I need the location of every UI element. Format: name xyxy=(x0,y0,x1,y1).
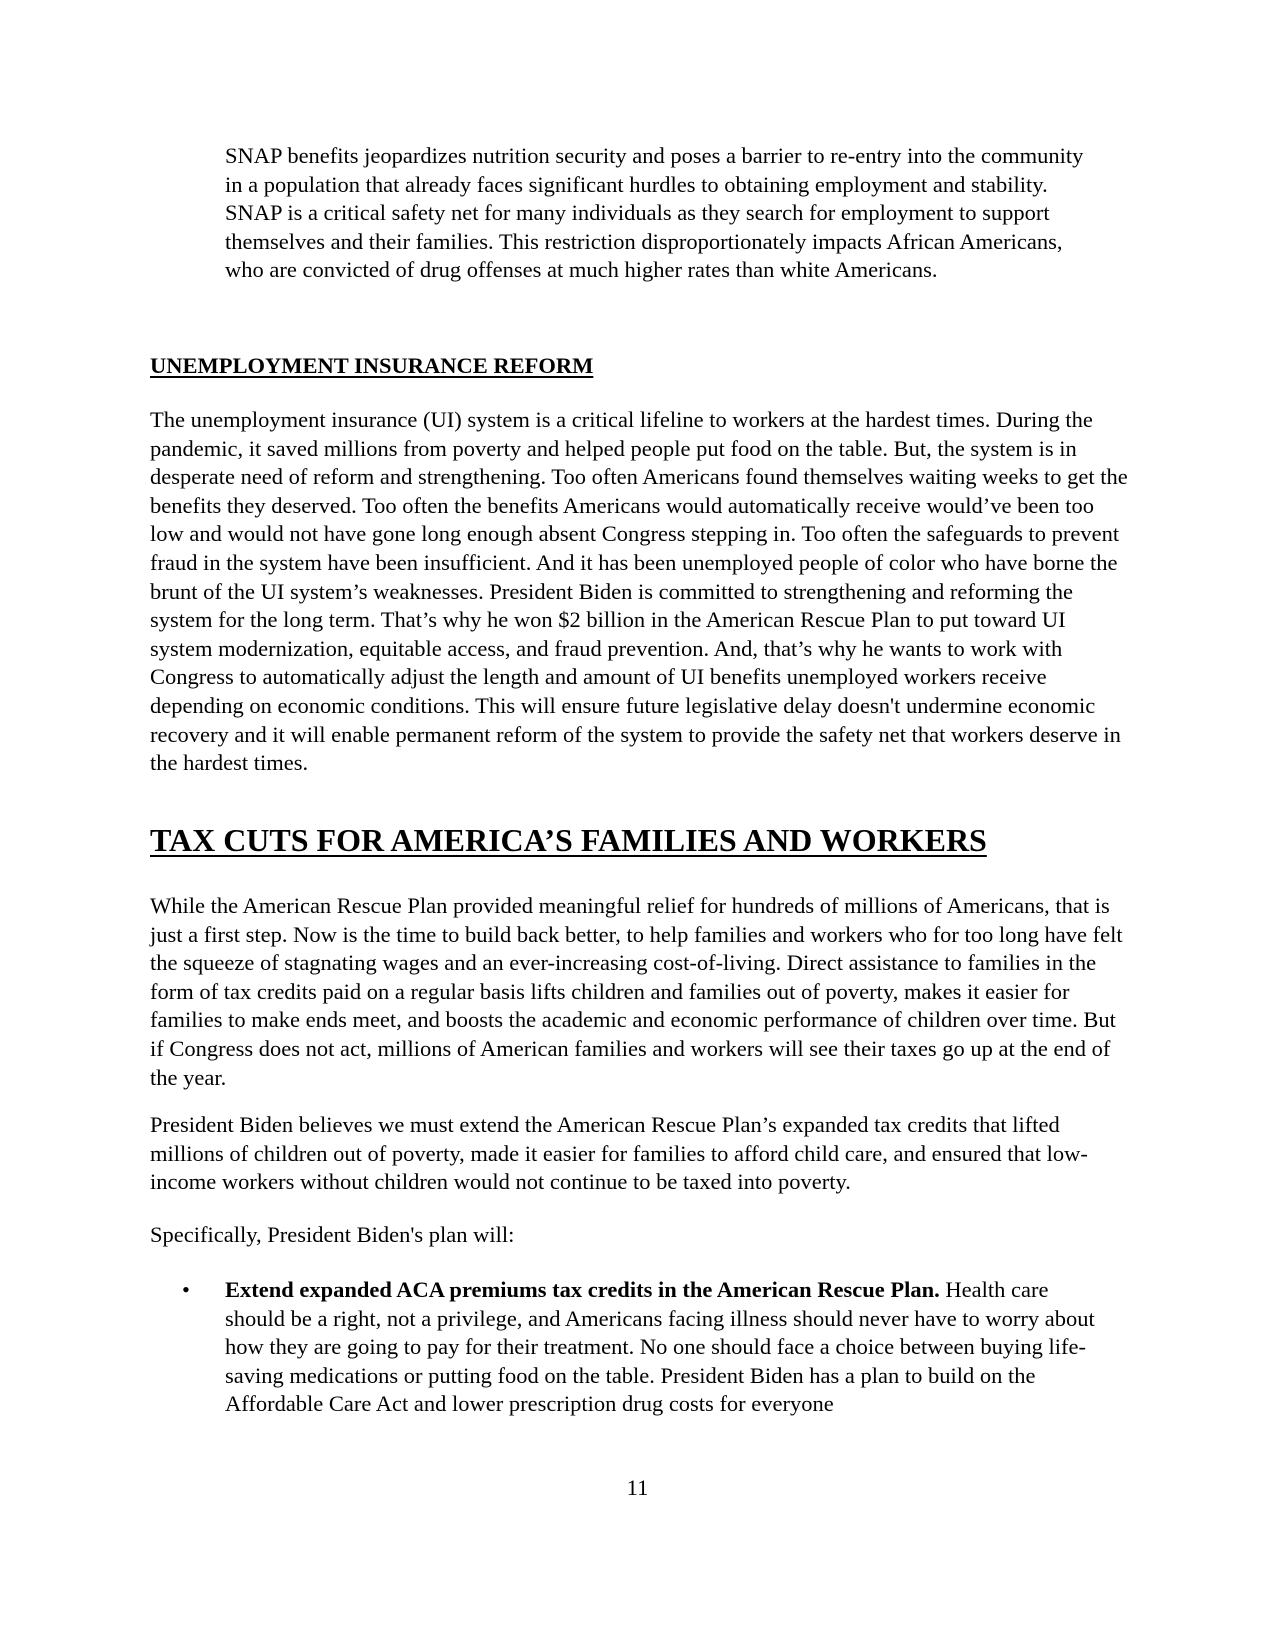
bullet-icon: • xyxy=(182,1277,190,1302)
tax-cuts-paragraph-1: While the American Rescue Plan provided meaningful relief for hundreds of millions of Americans, that is just a first step. Now is the time to build back better, to help families and workers who for too long have felt the squeeze of stagnating wages and an ever-increasing cost-of-living. Direct assistance to families in the form of tax credits paid on a regular basis lifts children and families out of poverty, makes it easier for families to make ends meet, and boosts the academic and economic performance of children over time. But if Congress does not act, millions of American families and workers will see their taxes go up at the end of the year. xyxy=(150,893,1123,1090)
tax-cuts-paragraph-2: President Biden believes we must extend the American Rescue Plan’s expanded tax credits that lifted millions of children out of poverty, made it easier for families to afford child care, and ensured that low-income workers without children would not continue to be taxed into poverty. xyxy=(150,1112,1088,1195)
bullet-lead-text: Extend expanded ACA premiums tax credits in the American Rescue Plan. xyxy=(225,1277,940,1302)
bullet-body-text: Health care should be a right, not a privilege, and Americans facing illness should never have to worry about how they are going to pay for their treatment. No one should face a choice between buying life-saving medications or putting food on the table. President Biden has a plan to build on the Affordable Care Act and lower prescription drug costs for everyone xyxy=(225,1277,1095,1417)
section-heading-unemployment-insurance: UNEMPLOYMENT INSURANCE REFORM xyxy=(150,353,594,378)
section-heading-tax-cuts: TAX CUTS FOR AMERICA’S FAMILIES AND WORKERS xyxy=(150,822,987,858)
tax-cuts-paragraph-3: Specifically, President Biden's plan will: xyxy=(150,1222,515,1247)
unemployment-insurance-paragraph: The unemployment insurance (UI) system is a critical lifeline to workers at the hardest times. During the pandemic, it saved millions from poverty and helped people put food on the table. But, the system is in desperate need of reform and strengthening. Too often Americans found themselves waiting weeks to get the benefits they deserved. Too often the benefits Americans would automatically receive would’ve been too low and would not have gone long enough absent Congress stepping in. Too often the safeguards to prevent fraud in the system have been insufficient. And it has been unemployed people of color who have borne the brunt of the UI system’s weaknesses. President Biden is committed to strengthening and reforming the system for the long term. That’s why he won $2 billion in the American Rescue Plan to put toward UI system modernization, equitable access, and fraud prevention. And, that’s why he wants to work with Congress to automatically adjust the length and amount of UI benefits unemployed workers receive depending on economic conditions. This will ensure future legislative delay doesn't undermine economic recovery and it will enable permanent reform of the system to provide the safety net that workers deserve in the hardest times. xyxy=(150,407,1128,776)
page-number: 11 xyxy=(626,1475,649,1500)
snap-paragraph: SNAP benefits jeopardizes nutrition security and poses a barrier to re-entry into the community in a population that already faces significant hurdles to obtaining employment and stability. SNAP is a critical safety net for many individuals as they search for employment to support themselves and their families. This restriction disproportionately impacts African Americans, who are convicted of drug offenses at much higher rates than white Americans. xyxy=(225,143,1084,283)
bullet-text xyxy=(225,1276,1105,1419)
